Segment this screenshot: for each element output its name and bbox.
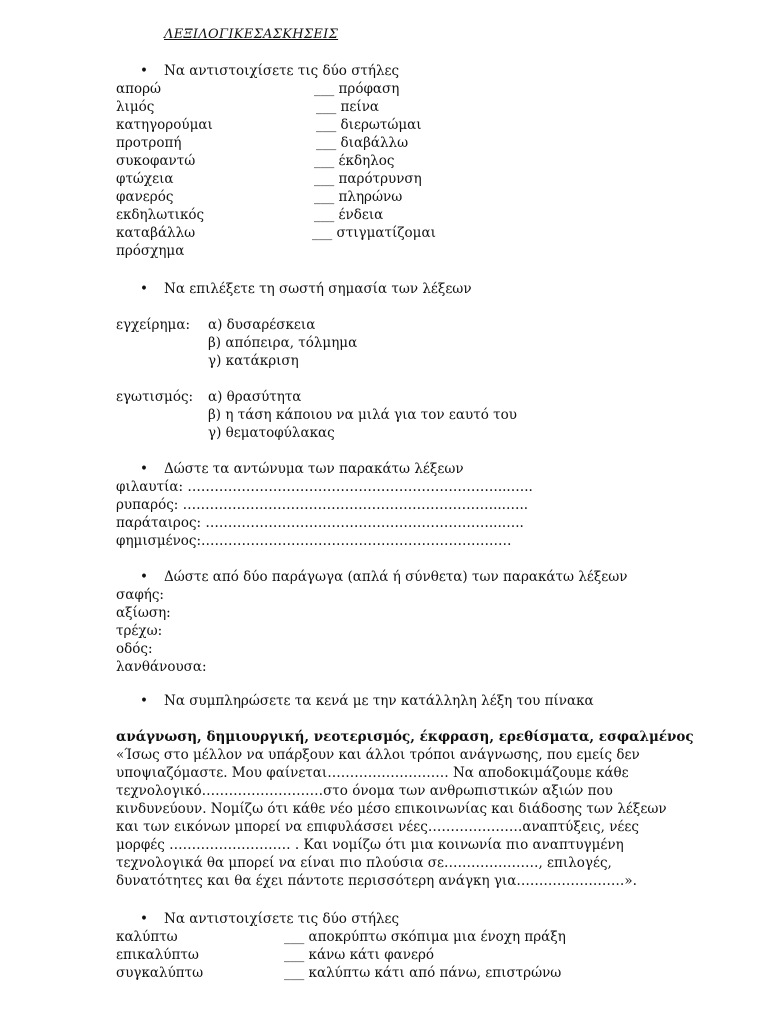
antonym-line: φιλαυτία: ……………………………………………………………...….. [116,479,533,495]
match-row [116,242,736,260]
exercise-3 [116,460,736,550]
match-row [116,134,736,152]
instruction-text: Να συμπληρώσετε τα κενά με την κατάλληλη λέξη του πίνακα [164,693,594,709]
match-row [116,170,736,188]
passage-line: υποψιαζόμαστε. Μου φαίνεται……………………… Να αποδοκιμάζουμε κάθε [116,765,629,781]
left-term: φτώχεια [116,171,174,187]
instruction [116,568,736,586]
match-row [116,928,736,946]
choice-item [116,424,736,442]
left-term: φανερός [116,189,174,205]
instruction [116,460,736,478]
page-title: ΛΕΞΙΛΟΓΙΚΕΣΑΣΚΗΣΕΙΣ [164,27,339,42]
left-term: συγκαλύπτω [116,965,204,981]
match-row [116,152,736,170]
option: β) απόπειρα, τόλμημα [208,335,358,351]
instruction [116,692,736,710]
choice-item [116,334,736,352]
right-term: ___ πληρώνω [314,189,403,205]
option: α) θρασύτητα [208,389,302,405]
instruction [116,62,736,80]
passage-line: τεχνολογικό………………………στο όνομα των ανθρωπιστικών αξιών που [116,783,613,799]
option: γ) θεματοφύλακας [208,425,335,441]
passage-line: τεχνολογικά θα μπορεί να είναι πιο πλούσια σε…………………, επιλογές, [116,855,612,871]
left-term: προτροπή [116,135,182,151]
exercise-5 [116,692,736,890]
antonym-line: ρυπαρός: ……………………………………………………………...….. [116,497,529,513]
left-term: απορώ [116,81,162,97]
match-row [116,206,736,224]
passage-line: «Ίσως στο μέλλον να υπάρξουν και άλλοι τρόποι ανάγνωσης, που εμείς δεν [116,747,640,763]
right-term: ___ διαβάλλω [316,135,409,151]
right-term: ___ έκδηλος [314,153,395,169]
exercise-6 [116,910,736,982]
passage-line: δυνατότητες και θα έχει πάντοτε περισσότερη ανάγκη για……………………». [116,873,637,889]
right-term: ___ πρόφαση [314,81,400,97]
match-row [116,224,736,242]
left-term: εκδηλωτικός [116,207,205,223]
bullet-icon: • [140,569,148,585]
right-term: ___ αποκρύπτω σκόπιμα μια ένοχη πράξη [284,929,566,945]
match-row [116,188,736,206]
derivative-word: σαφής: [116,587,164,603]
match-row [116,80,736,98]
right-term: ___ πείνα [316,99,380,115]
antonym-line: παράταιρος: ………………………………………………………...….. [116,515,524,531]
antonym-line: φημισμένος:…………………………………………………………… [116,533,512,549]
choice-item [116,406,736,424]
right-term: ___ κάνω κάτι φανερό [284,947,435,963]
match-row [116,116,736,134]
match-row [116,98,736,116]
right-term: ___ παρότρυνση [314,171,422,187]
match-row [116,946,736,964]
right-term: ___ καλύπτω κάτι από πάνω, επιστρώνω [284,965,562,981]
match-row [116,964,736,982]
word: εγχείρημα: [116,317,190,333]
exercise-1 [116,62,736,260]
bullet-icon: • [140,911,148,927]
derivative-word: αξίωση: [116,605,171,621]
instruction-text: Να αντιστοιχίσετε τις δύο στήλες [164,63,400,79]
passage-line: μορφές ……………………… . Και νομίζω ότι μια κοινωνία πιο αναπτυγμένη [116,837,624,853]
left-term: συκοφαντώ [116,153,196,169]
right-term: ___ διερωτώμαι [316,117,422,133]
left-term: επικαλύπτω [116,947,199,963]
option: β) η τάση κάποιου να μιλά για τον εαυτό του [208,407,517,423]
bullet-icon: • [140,693,148,709]
word-bank: ανάγνωση, δημιουργική, νεοτερισμός, έκφραση, ερεθίσματα, εσφαλμένος [116,729,694,745]
instruction-text: Να αντιστοιχίσετε τις δύο στήλες [164,911,400,927]
option: α) δυσαρέσκεια [208,317,316,333]
left-term: καταβάλλω [116,225,196,241]
bullet-icon: • [140,63,148,79]
passage-line: και των εικόνων μπορεί να επιφυλάσσει νέες…………………αναπτύξεις, νέες [116,819,639,835]
derivative-word: λανθάνουσα: [116,659,207,675]
derivative-word: τρέχω: [116,623,163,639]
exercise-4 [116,568,736,676]
choice-item [116,352,736,370]
word: εγωτισμός: [116,389,194,405]
left-term: λιμός [116,99,155,115]
instruction [116,910,736,928]
bullet-icon: • [140,281,148,297]
right-term: ___ στιγματίζομαι [312,225,436,241]
left-term: κατηγορούμαι [116,117,213,133]
instruction-text: Δώστε από δύο παράγωγα (απλά ή σύνθετα) των παρακάτω λέξεων [164,569,628,585]
right-term: ___ ένδεια [314,207,384,223]
exercise-2 [116,280,736,442]
bullet-icon: • [140,461,148,477]
passage-line: κινδυνεύουν. Νομίζω ότι κάθε νέο μέσο επικοινωνίας και διάδοσης των λέξεων [116,801,667,817]
left-term: πρόσχημα [116,243,185,259]
choice-item [116,388,736,406]
option: γ) κατάκριση [208,353,299,369]
instruction-text: Δώστε τα αντώνυμα των παρακάτω λέξεων [164,461,464,477]
derivative-word: οδός: [116,641,153,657]
left-term: καλύπτω [116,929,178,945]
choice-item [116,316,736,334]
instruction-text: Να επιλέξετε τη σωστή σημασία των λέξεων [164,281,472,297]
instruction [116,280,736,298]
